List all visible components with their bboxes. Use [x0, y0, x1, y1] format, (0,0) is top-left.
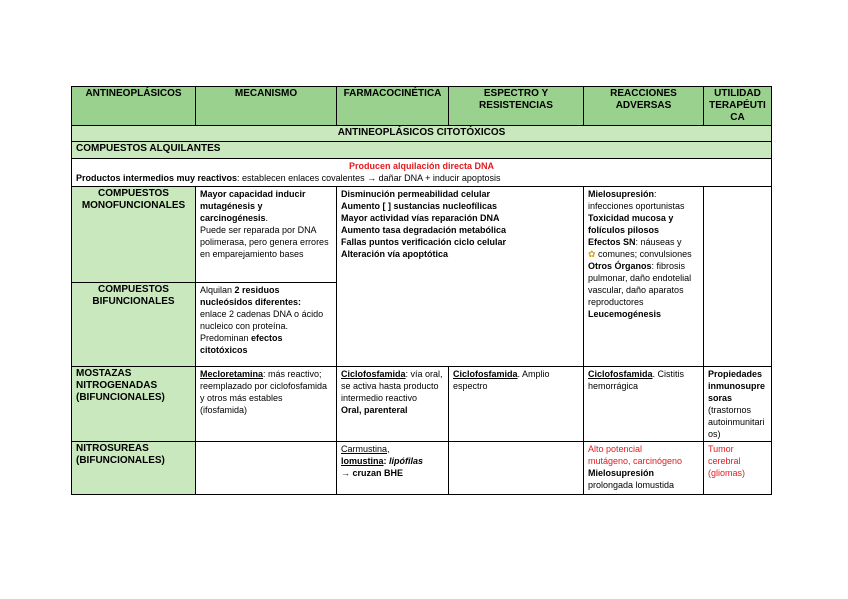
- nitros-pk-l1: [341, 443, 444, 455]
- bi-mechanism: [196, 283, 337, 367]
- mono-row: [72, 187, 772, 283]
- nitros-spectrum-empty: [449, 442, 584, 495]
- bi-name: COMPUESTOS BIFUNCIONALES: [72, 283, 196, 367]
- mostazas-mechanism: [196, 367, 337, 442]
- mostazas-pk-line: [341, 368, 444, 404]
- nitros-pk-italic: lipófilas: [389, 456, 424, 466]
- header-utilidad: UTILIDAD TERAPÉUTICA: [704, 87, 772, 126]
- bi-l3b: efectos citotóxicos: [200, 333, 283, 355]
- subsection-row: [72, 142, 772, 159]
- mostazas-util-rest: (trastornos autoinmunitarios): [708, 405, 765, 439]
- adv-sn-bold: Efectos SN: [588, 237, 636, 247]
- nitros-adv-rest: prolongada lomustida: [588, 480, 675, 490]
- nitros-adv-red1: Alto potencial: [588, 444, 643, 454]
- header-reacciones: REACCIONES ADVERSAS: [584, 87, 704, 126]
- nitros-pk-comma: ,: [387, 444, 390, 454]
- bi-l1: [200, 284, 332, 308]
- adv-org-rest: : fibrosis pulmonar, daño endotelial vascular, daño aparatos reproductores: [588, 261, 692, 307]
- header-antineoplasicos: ANTINEOPLÁSICOS: [72, 87, 196, 126]
- nitros-pk-l2: [341, 455, 444, 467]
- resistance-item: Mayor actividad vías reparación DNA: [341, 213, 500, 223]
- bi-l1b: 2 residuos nucleósidos diferentes:: [200, 285, 302, 307]
- adv-tox: Toxicidad mucosa y folículos pilosos: [588, 213, 674, 235]
- resistance-item: Aumento [ ] sustancias nucleofílicas: [341, 201, 498, 211]
- mostazas-pk-bold: Oral, parenteral: [341, 405, 408, 415]
- nitros-row: [72, 442, 772, 495]
- mostazas-row: [72, 367, 772, 442]
- adv-mielo: [588, 188, 699, 200]
- intro-red-line: Producen alquilación directa DNA: [348, 161, 495, 171]
- subsection-title: COMPUESTOS ALQUILANTES: [72, 142, 772, 159]
- header-farmacocinetica: FARMACOCINÉTICA: [337, 87, 449, 126]
- adverse-cell: [584, 187, 704, 367]
- mostazas-adv-rest: . Cistitis hemorrágica: [588, 369, 685, 391]
- mono-mech-first: [200, 188, 332, 224]
- resistance-item: Disminución permeabilidad celular: [341, 189, 491, 199]
- mostazas-pk-drug: Ciclofosfamida: [341, 369, 406, 379]
- adv-mielo-rest: infecciones oportunistas: [588, 201, 685, 211]
- mostazas-mech-rest: : más reactivo; reemplazado por ciclofosfamida y otros más estables (ifosfamida): [200, 369, 328, 415]
- antineoplastics-table: [71, 86, 772, 495]
- adv-sn: [588, 236, 699, 248]
- adv-sn-2: [588, 248, 699, 260]
- intro-cell: [72, 159, 772, 187]
- intro-row: [72, 159, 772, 187]
- bi-l2: enlace 2 cadenas DNA o ácido nucleico con proteína.: [200, 309, 324, 331]
- intro-bold: Productos intermedios muy reactivos: [76, 173, 238, 183]
- mono-mech-bold: Mayor capacidad inducir mutagénesis y carcinogénesis: [200, 189, 306, 223]
- nitros-pk-cruzan: → cruzan BHE: [341, 468, 404, 478]
- section-row: [72, 126, 772, 142]
- nitros-pk: [337, 442, 449, 495]
- nitros-adv-bold: Mielosupresión: [588, 468, 655, 478]
- header-row: [72, 87, 772, 126]
- nitros-pk-drug2: lomustina: [341, 456, 384, 466]
- section-title: ANTINEOPLÁSICOS CITOTÓXICOS: [72, 126, 772, 142]
- util-empty-cell: [704, 187, 772, 367]
- bi-l1a: Alquilan: [200, 285, 235, 295]
- resistance-cell: [337, 187, 584, 367]
- mostazas-pk: [337, 367, 449, 442]
- mostazas-spectrum: [449, 367, 584, 442]
- adv-org-bold: Otros Órganos: [588, 261, 652, 271]
- mono-mech-bold-end: .: [265, 213, 269, 223]
- nitros-adv-red2: mutágeno, carcinógeno: [588, 456, 683, 466]
- mostazas-spec-rest: . Amplio espectro: [453, 369, 550, 391]
- header-mecanismo: MECANISMO: [196, 87, 337, 126]
- nitros-util: Tumor cerebral (gliomas): [704, 442, 772, 495]
- nitros-adverse: [584, 442, 704, 495]
- adv-org: [588, 260, 699, 308]
- mono-mechanism: [196, 187, 337, 283]
- intro-line: [76, 172, 767, 184]
- flower-icon: ✿: [588, 249, 596, 259]
- resistance-item: Fallas puntos verificación ciclo celular: [341, 237, 507, 247]
- resistance-item: Aumento tasa degradación metabólica: [341, 225, 507, 235]
- intro-rest: : establecen enlaces covalentes → dañar DNA + inducir apoptosis: [237, 173, 501, 183]
- mono-mech-rest: Puede ser reparada por DNA polimerasa, pero genera errores en emparejamiento bases: [200, 225, 329, 259]
- mostazas-util-bold: Propiedades inmunosupresoras: [708, 369, 766, 403]
- mostazas-adverse: [584, 367, 704, 442]
- adv-mielo-bold: Mielosupresión: [588, 189, 655, 199]
- nitros-name: NITROSUREAS (BIFUNCIONALES): [72, 442, 196, 495]
- mostazas-util: [704, 367, 772, 442]
- adv-sn-rest2: comunes; convulsiones: [595, 249, 692, 259]
- mostazas-mech-drug: Mecloretamina: [200, 369, 264, 379]
- mostazas-spec-drug: Ciclofosfamida: [453, 369, 518, 379]
- mono-name: COMPUESTOS MONOFUNCIONALES: [72, 187, 196, 283]
- nitros-pk-colon: :: [383, 456, 390, 466]
- bi-l3a: Predominan: [200, 333, 252, 343]
- mostazas-adv-drug: Ciclofosfamida: [588, 369, 653, 379]
- header-espectro: ESPECTRO Y RESISTENCIAS: [449, 87, 584, 126]
- adv-mielo-colon: :: [654, 189, 657, 199]
- resistance-item: Alteración vía apoptótica: [341, 249, 449, 259]
- mostazas-pk-rest: : vía oral, se activa hasta producto intermedio reactivo: [341, 369, 443, 403]
- mostazas-name: MOSTAZAS NITROGENADAS (BIFUNCIONALES): [72, 367, 196, 442]
- bi-l3: [200, 332, 332, 356]
- adv-sn-rest: : náuseas y: [635, 237, 682, 247]
- nitros-pk-drug1: Carmustina: [341, 444, 388, 454]
- adv-leuco: Leucemogénesis: [588, 309, 662, 319]
- nitros-mechanism-empty: [196, 442, 337, 495]
